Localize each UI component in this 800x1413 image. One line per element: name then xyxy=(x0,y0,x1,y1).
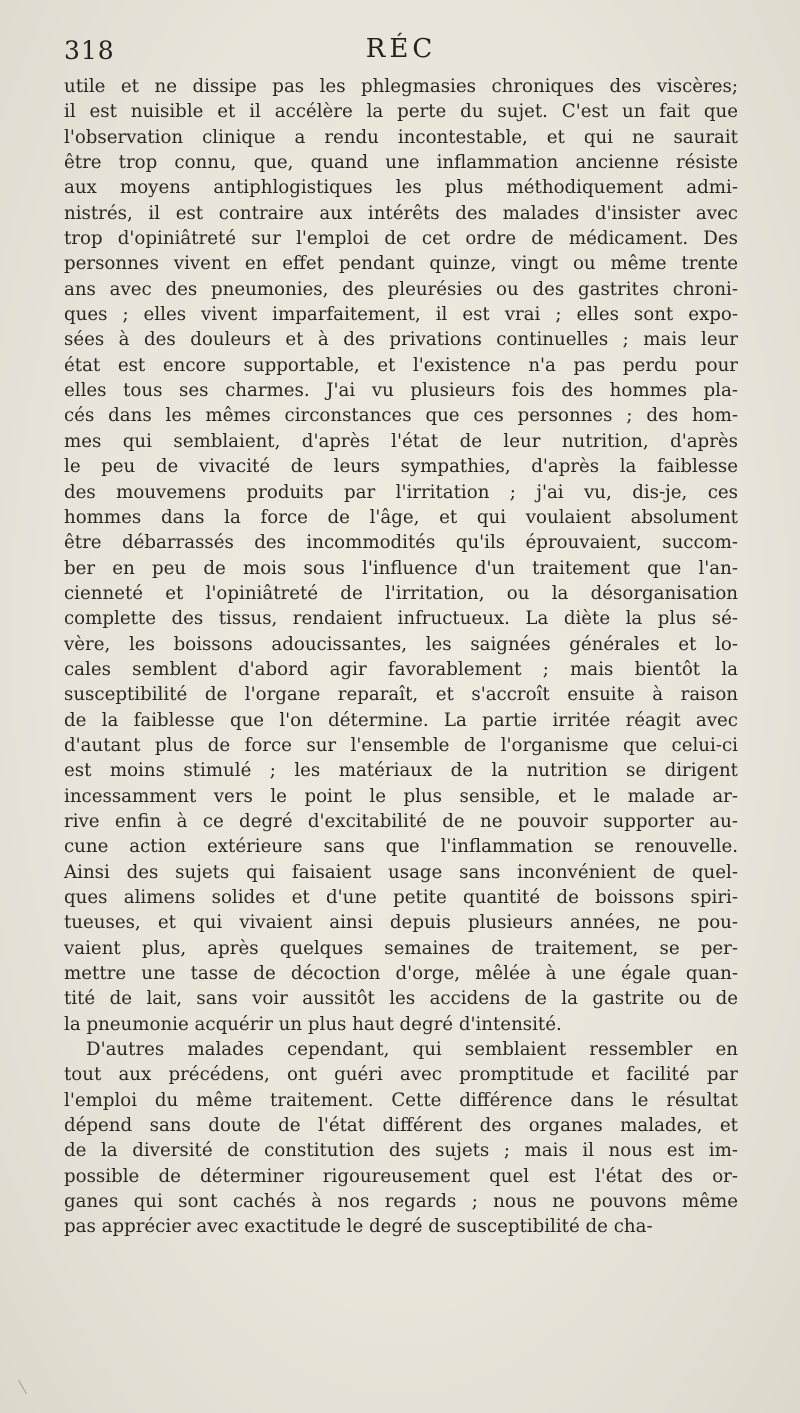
text-line: le peu de vivacité de leurs sympathies, d'après la faiblesse xyxy=(64,456,738,478)
text-line: dépend sans doute de l'état différent des organes malades, et xyxy=(64,1115,738,1137)
margin-mark xyxy=(18,1380,41,1394)
text-line: D'autres malades cependant, qui semblaient ressembler en xyxy=(86,1039,738,1061)
text-line: trop d'opiniâtreté sur l'emploi de cet ordre de médicament. Des xyxy=(64,228,738,250)
text-line: rive enfin à ce degré d'excitabilité de ne pouvoir supporter au- xyxy=(64,810,738,832)
text-line: incessamment vers le point le plus sensible, et le malade ar- xyxy=(64,785,738,807)
text-line: de la diversité de constitution des sujets ; mais il nous est im- xyxy=(64,1140,738,1162)
running-head: RÉC xyxy=(365,34,437,64)
text-line: cienneté et l'opiniâtreté de l'irritation, ou la désorganisation xyxy=(64,582,738,604)
text-line: ganes qui sont cachés à nos regards ; nous ne pouvons même xyxy=(64,1191,738,1213)
text-line: de la faiblesse que l'on détermine. La partie irritée réagit avec xyxy=(64,709,738,731)
text-line: personnes vivent en effet pendant quinze, vingt ou même trente xyxy=(64,253,738,275)
text-line: il est nuisible et il accélère la perte du sujet. C'est un fait que xyxy=(64,101,738,123)
text-line: possible de déterminer rigoureusement quel est l'état des or- xyxy=(64,1165,738,1187)
page-number: 318 xyxy=(64,36,115,65)
text-line: susceptibilité de l'organe reparaît, et s'accroît ensuite à raison xyxy=(64,684,738,706)
text-line: cés dans les mêmes circonstances que ces personnes ; des hom- xyxy=(64,405,738,427)
text-line: ans avec des pneumonies, des pleurésies ou des gastrites chroni- xyxy=(64,278,738,300)
text-line: cales semblent d'abord agir favorablement ; mais bientôt la xyxy=(64,658,738,680)
body-text xyxy=(64,74,738,1240)
text-line: la pneumonie acquérir un plus haut degré d'intensité. xyxy=(64,1013,562,1035)
text-line: tueuses, et qui vivaient ainsi depuis plusieurs années, ne pou- xyxy=(64,912,738,934)
page-header xyxy=(64,34,738,74)
text-line: état est encore supportable, et l'existence n'a pas perdu pour xyxy=(64,354,738,376)
text-line: cune action extérieure sans que l'inflammation se renouvelle. xyxy=(64,836,738,858)
text-line: mettre une tasse de décoction d'orge, mêlée à une égale quan- xyxy=(64,963,738,985)
text-line: être trop connu, que, quand une inflammation ancienne résiste xyxy=(64,152,738,174)
text-line: tout aux précédens, ont guéri avec promptitude et facilité par xyxy=(64,1064,738,1086)
text-line: ques alimens solides et d'une petite quantité de boissons spiri- xyxy=(64,887,738,908)
text-line: utile et ne dissipe pas les phlegmasies chroniques des viscères; xyxy=(64,76,738,97)
paragraph xyxy=(64,74,738,1037)
text-line: pas apprécier avec exactitude le degré de susceptibilité de cha- xyxy=(64,1216,653,1238)
text-line: l'emploi du même traitement. Cette différence dans le résultat xyxy=(64,1089,738,1111)
text-line: nistrés, il est contraire aux intérêts des malades d'insister avec xyxy=(64,202,738,224)
paragraph xyxy=(64,1037,738,1240)
text-line: l'observation clinique a rendu incontestable, et qui ne saurait xyxy=(64,126,738,148)
text-line: Ainsi des sujets qui faisaient usage sans inconvénient de quel- xyxy=(64,861,738,883)
text-line: est moins stimulé ; les matériaux de la nutrition se dirigent xyxy=(64,760,738,782)
text-line: vaient plus, après quelques semaines de traitement, se per- xyxy=(64,937,738,959)
text-line: mes qui semblaient, d'après l'état de leur nutrition, d'après xyxy=(64,430,738,452)
text-line: ber en peu de mois sous l'influence d'un traitement que l'an- xyxy=(64,557,738,579)
text-line: vère, les boissons adoucissantes, les saignées générales et lo- xyxy=(64,633,738,655)
text-line: être débarrassés des incommodités qu'ils éprouvaient, succom- xyxy=(64,532,738,554)
text-line: d'autant plus de force sur l'ensemble de l'organisme que celui-ci xyxy=(64,734,738,756)
text-line: des mouvemens produits par l'irritation ; j'ai vu, dis-je, ces xyxy=(64,481,738,503)
text-line: aux moyens antiphlogistiques les plus méthodiquement admi- xyxy=(64,177,738,199)
text-line: tité de lait, sans voir aussitôt les accidens de la gastrite ou de xyxy=(64,988,738,1010)
text-line: hommes dans la force de l'âge, et qui voulaient absolument xyxy=(64,506,738,528)
text-line: elles tous ses charmes. J'ai vu plusieurs fois des hommes pla- xyxy=(64,380,738,402)
text-line: complette des tissus, rendaient infructueux. La diète la plus sé- xyxy=(64,608,738,630)
text-line: sées à des douleurs et à des privations continuelles ; mais leur xyxy=(64,329,738,351)
text-line: ques ; elles vivent imparfaitement, il est vrai ; elles sont expo- xyxy=(64,304,738,326)
